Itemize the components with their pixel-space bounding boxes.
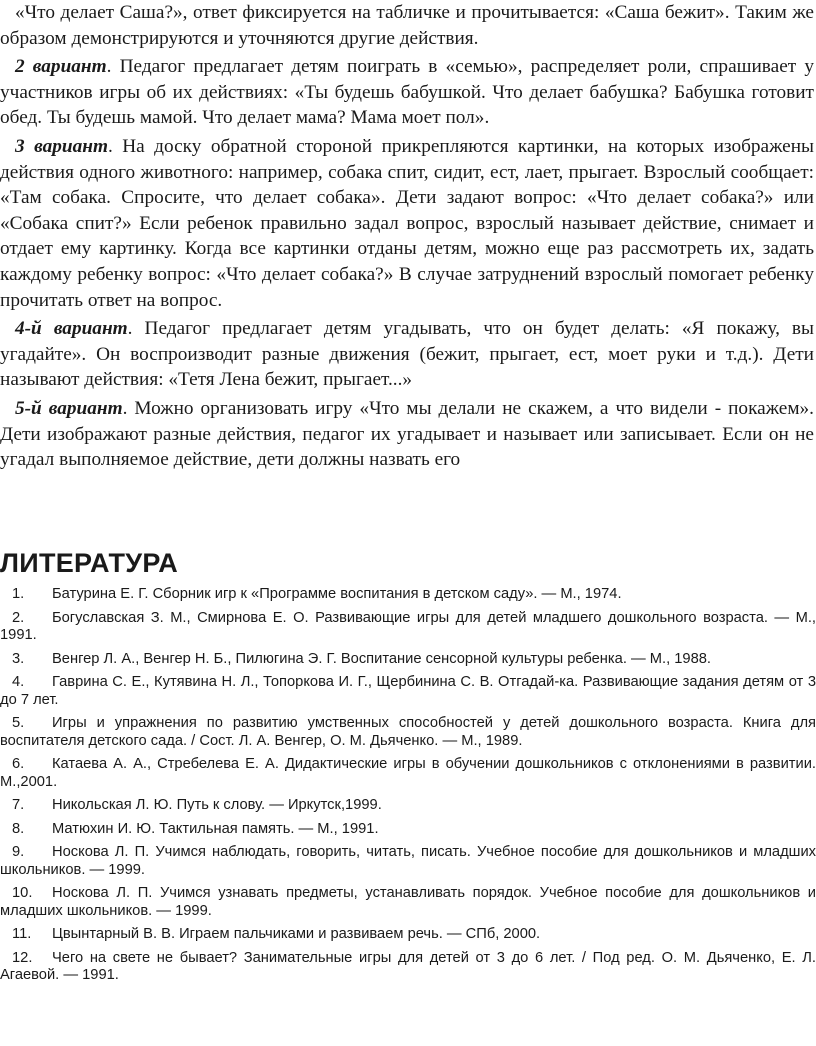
literature-item	[0, 950, 816, 985]
variant-4-label: 4-й вариант	[15, 318, 128, 340]
literature-item	[0, 586, 816, 604]
literature-item-number: 11.	[12, 926, 32, 942]
literature-item-text: Игры и упражнения по развитию умственных способностей у детей дошкольного возраста. Книга для воспитателя детского сада. / Сост. Л. А. Венгер, О. М. Дьяченко. — М., 1989.	[0, 715, 816, 749]
variant-4-text: . Педагог предлагает детям угадывать, что он будет делать: «Я покажу, вы угадайте». Он воспроизводит разные движения (бежит, прыгает, ест, моет руки и т.д.). Дети называют действия: «Тетя Лена бежит, прыгает...»	[0, 318, 814, 391]
literature-item	[0, 610, 816, 645]
variant-5-paragraph	[0, 396, 814, 473]
literature-item-number: 6.	[12, 756, 25, 772]
variant-4-paragraph	[0, 316, 814, 393]
literature-item-text: Носкова Л. П. Учимся наблюдать, говорить, читать, писать. Учебное пособие для дошкольников и младших школьников. — 1999.	[0, 844, 816, 878]
literature-item-number: 9.	[12, 844, 25, 860]
variant-5-label: 5-й вариант	[15, 397, 123, 419]
literature-item-number: 3.	[12, 650, 25, 667]
variant-3-label: 3 вариант	[15, 135, 108, 157]
literature-item	[0, 651, 816, 669]
literature-item-text: Носкова Л. П. Учимся узнавать предметы, устанавливать порядок. Учебное пособие для дошкольников и младших школьников. — 1999.	[0, 885, 816, 919]
literature-item-number: 12.	[12, 949, 33, 966]
literature-item-number: 5.	[12, 715, 25, 731]
literature-item	[0, 715, 816, 750]
literature-item-text: Венгер Л. А., Венгер Н. Б., Пилюгина Э. Г. Воспитание сенсорной культуры ребенка. — М., 1988.	[52, 650, 711, 667]
literature-heading: ЛИТЕРАТУРА	[0, 548, 179, 578]
literature-item-text: Никольская Л. Ю. Путь к слову. — Иркутск,1999.	[52, 797, 382, 813]
literature-item-text: Чего на свете не бывает? Занимательные игры для детей от 3 до 6 лет. / Под ред. О. М. Дьяченко, Е. Л. Агаевой. — 1991.	[0, 949, 816, 983]
literature-item	[0, 821, 816, 839]
variant-2-paragraph	[0, 54, 814, 131]
literature-item-number: 1.	[12, 586, 25, 602]
variant-5-text: . Можно организовать игру «Что мы делали не скажем, а что видели - покажем». Дети изображают разные действия, педагог их угадывает и называет или записывает. Если он не угадал выполняемое действие, дети должны назвать его	[0, 397, 814, 471]
variant-2-text: . Педагог предлагает детям поиграть в «семью», распределяет роли, спрашивает у участников игры об их действиях: «Ты будешь бабушкой. Что делает бабушка? Бабушка готовит обед. Ты будешь мамой. Что делает мама? Мама моет пол».	[0, 56, 814, 129]
main-text	[0, 0, 814, 473]
literature-item	[0, 926, 816, 944]
literature-item-text: Матюхин И. Ю. Тактильная память. — М., 1991.	[52, 820, 379, 837]
literature-item	[0, 885, 816, 920]
variant-2-label: 2 вариант	[15, 56, 107, 78]
literature-item-number: 8.	[12, 820, 25, 837]
literature-item	[0, 756, 816, 791]
variant-3-text: . На доску обратной стороной прикрепляются картинки, на которых изображены действия одного животного: например, собака спит, сидит, ест, лает, прыгает. Взрослый сообщает: «Там собака. Спросите, что делает собака». Дети задают вопрос: «Что делает собака?» или «Собака спит?» Если ребенок правильно задал вопрос, взрослый называет действие, снимает и отдает ему картинку. Когда все картинки отданы детям, можно еще раз рассмотреть их, задать каждому ребенку вопрос: «Что делает собака?» В случае затруднений взрослый помогает ребенку прочитать ответ на вопрос.	[0, 135, 814, 311]
literature-item-text: Гаврина С. Е., Кутявина Н. Л., Топоркова И. Г., Щербинина С. В. Отгадай-ка. Развивающие задания детям от 3 до 7 лет.	[0, 674, 816, 708]
literature-item-number: 10.	[12, 885, 33, 901]
literature-list	[0, 586, 816, 991]
literature-item-number: 7.	[12, 797, 25, 813]
literature-item-number: 4.	[12, 674, 25, 690]
literature-item-text: Цвынтарный В. В. Играем пальчиками и развиваем речь. — СПб, 2000.	[52, 926, 541, 942]
variant-3-paragraph	[0, 134, 814, 313]
literature-item	[0, 674, 816, 709]
literature-item-text: Катаева А. А., Стребелева Е. А. Дидактические игры в обучении дошкольников с отклонениями в развитии. М.,2001.	[0, 756, 816, 790]
literature-item	[0, 797, 816, 815]
literature-item-text: Батурина Е. Г. Сборник игр к «Программе воспитания в детском саду». — М., 1974.	[52, 586, 622, 602]
literature-item-text: Богуславская З. М., Смирнова Е. О. Развивающие игры для детей младшего дошкольного возраста. — М., 1991.	[0, 609, 816, 643]
literature-item	[0, 844, 816, 879]
intro-paragraph: «Что делает Саша?», ответ фиксируется на табличке и прочитывается: «Саша бежит». Таким же образом демонстрируются и уточняются другие действия.	[0, 2, 814, 49]
literature-item-number: 2.	[12, 609, 25, 626]
